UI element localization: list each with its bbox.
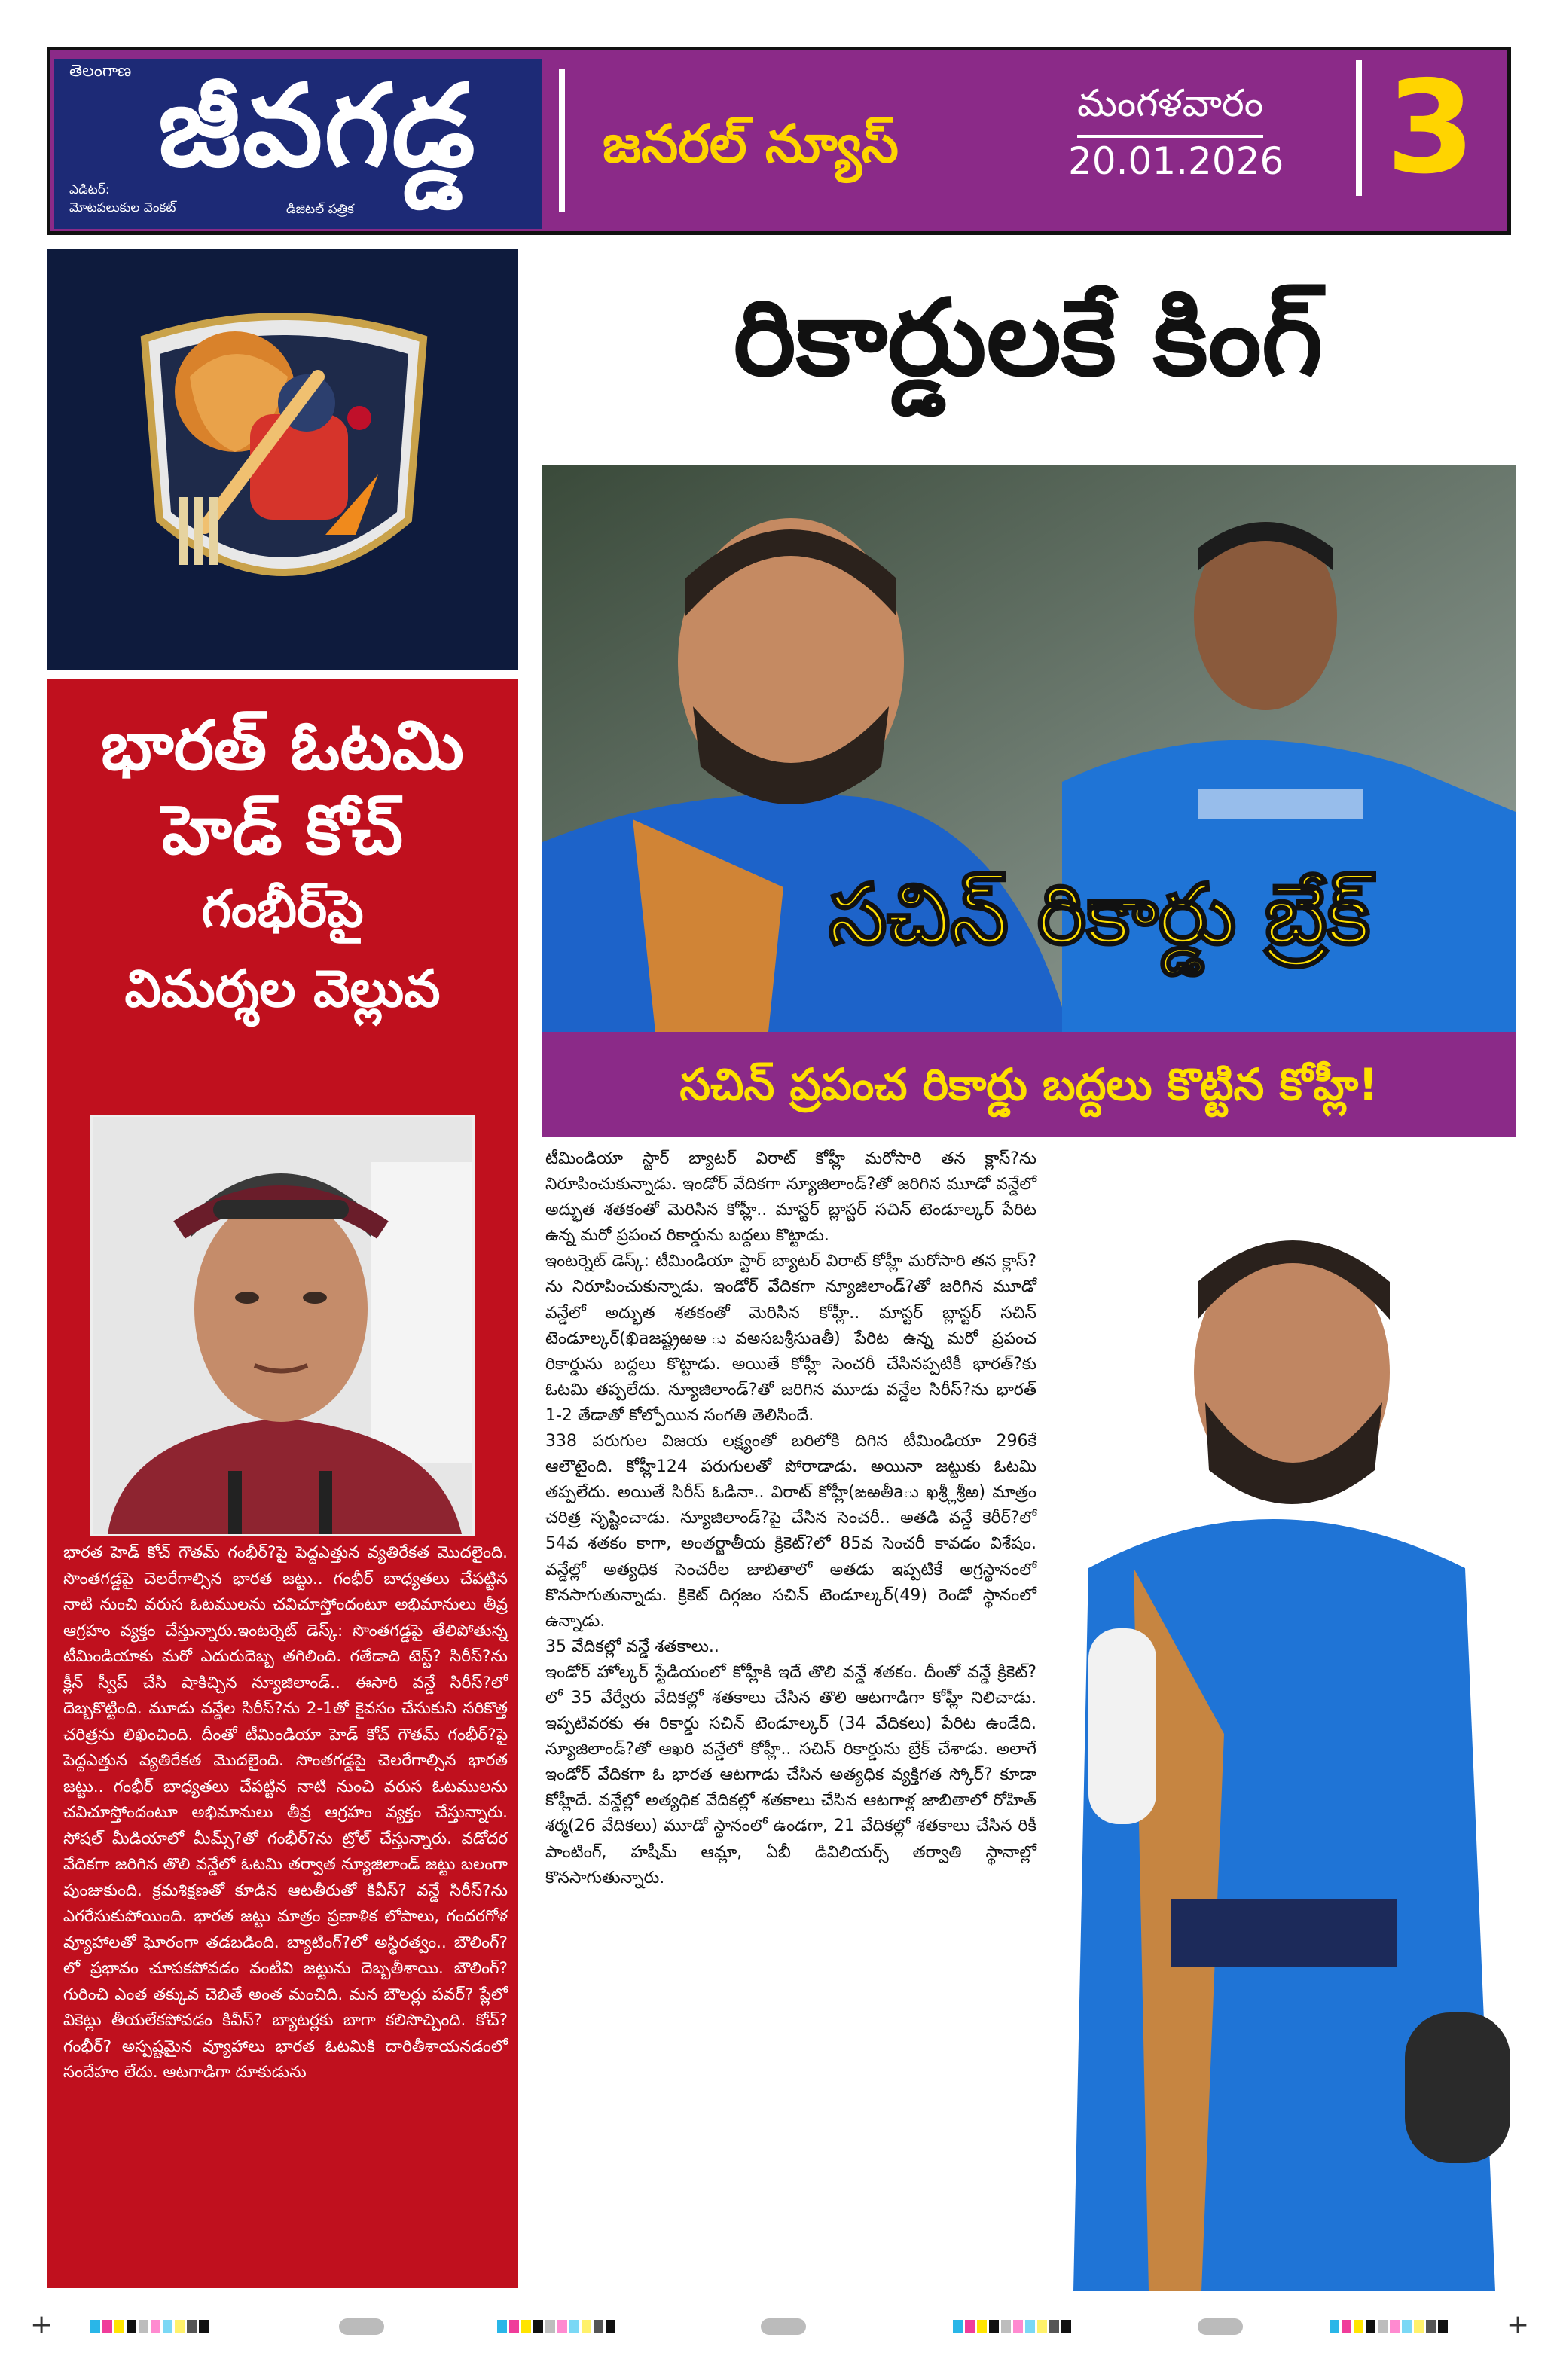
issue-date: 20.01.2026 xyxy=(1068,139,1284,183)
body-paragraph: ఇంటర్నెట్ డెస్క్: టీమిండియా స్టార్ బ్యాటర్ విరాట్ కోహ్లీ మరోసారి తన క్లాస్?ను నిరూపించుకున్నాడు. ఇండోర్ వేదికగా న్యూజిలాండ్?తో జరిగిన మూడో వన్డేలో అద్భుత శతకంతో మెరిసిన కోహ్లీ.. మాస్టర్ బ్లాస్టర్ సచిన్ టెండూల్కర్(ఖిaజష్ట్రఱఅ ువఅసబశ్రీసుaతీ) పేరిట ఉన్న మరో ప్రపంచ రికార్డును బద్దలు కొట్టాడు. అయితే కోహ్లీ సెంచరీ చేసినప్పటికీ భారత్?కు ఓటమి తప్పలేదు. న్యూజిలాండ్?తో జరిగిన మూడు వన్డేల సిరీస్?ను భారత్ 1-2 తేడాతో కోల్పోయిన సంగతి తెలిసిందే. xyxy=(545,1252,1036,1425)
editor-name: మోటపలుకుల వెంకట్ xyxy=(69,200,176,215)
cricket-ball-icon xyxy=(347,406,371,430)
body-subheading: 35 వేదికల్లో వన్డే శతకాలు.. xyxy=(545,1637,719,1656)
masthead-divider xyxy=(1356,60,1362,196)
editor-label: ఎడిటర్: xyxy=(69,182,110,197)
coach-portrait-illustration xyxy=(93,1117,472,1534)
emblem-illustration xyxy=(47,249,518,670)
sub-headline-banner: సచిన్ ప్రపంచ రికార్డు బద్దలు కొట్టిన కోహ్లీ! xyxy=(542,1032,1516,1137)
kohli-celebration-photo xyxy=(1043,1146,1516,2291)
side-story-body xyxy=(63,1540,508,2086)
headline-line: భారత్ ఓటమి xyxy=(101,706,464,786)
kohli-illustration xyxy=(1043,1146,1516,2291)
registration-mark-icon: + xyxy=(30,2309,53,2340)
print-mark xyxy=(761,2318,806,2335)
newspaper-name: జీవగడ్డ xyxy=(158,61,477,192)
masthead-divider xyxy=(559,69,565,212)
coach-photo xyxy=(90,1115,475,1536)
issue-day: మంగళవారం xyxy=(1077,81,1263,138)
helmet-icon xyxy=(1405,2012,1510,2163)
side-story-headline xyxy=(47,704,518,873)
headline-line: విమర్శల వెల్లువ xyxy=(124,960,441,1019)
headline-line: గంభీర్‌పై xyxy=(201,880,364,939)
body-paragraph: 338 పరుగుల విజయ లక్ష్యంతో బరిలోకి దిగిన టీమిండియా 296కే ఆలౌటైంది. కోహ్లీ124 పరుగులతో పోరాడాడు. అయినా జట్టుకు ఓటమి తప్పలేదు. అయితే సిరీస్ ఓడినా.. విరాట్ కోహ్లీ(ఙఱతీaు ఖశ్ర్లీశ్రీఱ) మాత్రం చరిత్ర సృష్టించాడు. న్యూజిలాండ్?పై చేసిన సెంచరీ.. అతడి వన్డే కెరీర్?లో 54వ శతకం కాగా, అంతర్జాతీయ క్రికెట్?లో 85వ సెంచరీ కావడం విశేషం. వన్డేల్లో అత్యధిక సెంచరీల జాబితాలో అతడు ఇప్పటికే అగ్రస్థానంలో కొనసాగుతున్నాడు. క్రికెట్ దిగ్గజం సచిన్ టెండూల్కర్(49) రెండో స్థానంలో ఉన్నాడు. xyxy=(545,1432,1036,1631)
batting-glove-icon xyxy=(1088,1628,1156,1824)
main-headline: రికార్డులకే కింగ్ xyxy=(733,277,1323,400)
headline-line: హెడ్ కోచ్ xyxy=(162,791,403,870)
section-title: జనరల్ న్యూస్ xyxy=(603,113,899,175)
digital-edition-label: డిజిటల్ పత్రిక xyxy=(286,202,354,217)
body-paragraph: టీమిండియా స్టార్ బ్యాటర్ విరాట్ కోహ్లీ మరోసారి తన క్లాస్?ను నిరూపించుకున్నాడు. ఇండోర్ వేదికగా న్యూజిలాండ్?తో జరిగిన మూడో వన్డేలో అద్భుత శతకంతో మెరిసిన కోహ్లీ.. మాస్టర్ బ్లాస్టర్ సచిన్ టెండూల్కర్ పేరిట ఉన్న మరో ప్రపంచ రికార్డును బద్దలు కొట్టాడు. xyxy=(545,1149,1036,1246)
cricket-lion-emblem xyxy=(47,249,518,670)
print-mark xyxy=(339,2318,384,2335)
logo-state-label: తెలంగాణ xyxy=(69,62,132,81)
side-story-subheadline xyxy=(47,870,518,1030)
main-story-body xyxy=(545,1146,1036,1891)
body-paragraph: ఇండోర్ హోల్కర్ స్టేడియంలో కోహ్లీకి ఇదే తొలి వన్డే శతకం. దీంతో వన్డే క్రికెట్?లో 35 వేర్వేరు వేదికల్లో శతకాలు చేసిన తొలి ఆటగాడిగా కోహ్లీ నిలిచాడు. ఇప్పటివరకు ఈ రికార్డు సచిన్ టెండూల్కర్ (34 వేదికలు) పేరిట ఉండేది. న్యూజిలాండ్?తో ఆఖరి వన్డేలో కోహ్లీ.. సచిన్ రికార్డును బ్రేక్ చేశాడు. అలాగే ఇండోర్ వేదికగా ఓ భారత ఆటగాడు చేసిన అత్యధిక వ్యక్తిగత స్కోర్? కూడా కోహ్లీదే. వన్డేల్లో అత్యధిక వేదికల్లో శతకాలు చేసిన ఆటగాళ్ల జాబితాలో రోహిత్ శర్మ(26 వేదికలు) మూడో స్థానంలో ఉండగా, 21 వేదికల్లో శతకాలు చేసిన రికీ పాంటింగ్, హషీమ్ ఆమ్లా, ఏబీ డివిలియర్స్ తర్వాతి స్థానాల్లో కొనసాగుతున్నారు. xyxy=(545,1662,1036,1887)
editor-credit xyxy=(69,181,176,217)
registration-mark-icon: + xyxy=(1507,2309,1530,2340)
body-paragraph: భారత హెడ్ కోచ్ గౌతమ్ గంభీర్?పై పెద్దఎత్తున వ్యతిరేకత మొదలైంది. సొంతగడ్డపై చెలరేగాల్సిన భారత జట్టు.. గంభీర్ బాధ్యతలు చేపట్టిన నాటి నుంచి వరుస ఓటములను చవిచూస్తోందంటూ అభిమానులు తీవ్ర ఆగ్రహం వ్యక్తం చేస్తున్నారు.ఇంటర్నెట్ డెస్క్: సొంతగడ్డపై తేలిపోతున్న టీమిండియాకు మరో ఎదురుదెబ్బ తగిలింది. గతేడాది టెస్ట్? సిరీస్?ను క్లీన్ స్వీప్ చేసి షాకిచ్చిన న్యూజిలాండ్.. ఈసారి వన్డే సిరీస్?లో దెబ్బకొట్టింది. మూడు వన్డేల సిరీస్?ను 2-1తో కైవసం చేసుకుని సరికొత్త చరిత్రను లిఖించింది. దీంతో టీమిండియా హెడ్ కోచ్ గౌతమ్ గంభీర్?పై పెద్దఎత్తున వ్యతిరేకత మొదలైంది. సొంతగడ్డపై చెలరేగాల్సిన భారత జట్టు.. గంభీర్ బాధ్యతలు చేపట్టిన నాటి నుంచి వరుస ఓటములను చవిచూస్తోందంటూ అభిమానులు తీవ్ర ఆగ్రహం వ్యక్తం చేస్తున్నారు. సోషల్ మీడియాలో మీమ్స్?తో గంభీర్?ను ట్రోల్ చేస్తున్నారు. వడోదర వేదికగా జరిగిన తొలి వన్డేలో ఓటమి తర్వాత న్యూజిలాండ్ జట్టు బలంగా పుంజుకుంది. క్రమశిక్షణతో కూడిన ఆటతీరుతో కివీస్? వన్డే సిరీస్?ను ఎగరేసుకుపోయింది. భారత జట్టు మాత్రం ప్రణాళిక లోపాలు, గందరగోళ వ్యూహాలతో ఘోరంగా తడబడింది. బ్యాటింగ్?లో అస్థిరత్వం.. బౌలింగ్?లో ప్రభావం చూపకపోవడం వంటివి జట్టును దెబ్బతీశాయి. బౌలింగ్? గురించి ఎంత తక్కువ చెబితే అంత మంచిది. మన బౌలర్లు పవర్? ప్లేలో వికెట్లు తీయలేకపోవడం కివీస్? బ్యాటర్లకు బాగా కలిసొచ్చింది. కోచ్? గంభీర్? అస్పష్టమైన వ్యూహాలు భారత ఓటమికి దారితీశాయనడంలో సందేహం లేదు. ఆటగాడిగా దూకుడును xyxy=(63,1543,508,2082)
photo-caption: సచిన్ రికార్డు బ్రేక్ xyxy=(829,866,1371,963)
page-number: 3 xyxy=(1386,53,1476,203)
print-mark xyxy=(1198,2318,1243,2335)
